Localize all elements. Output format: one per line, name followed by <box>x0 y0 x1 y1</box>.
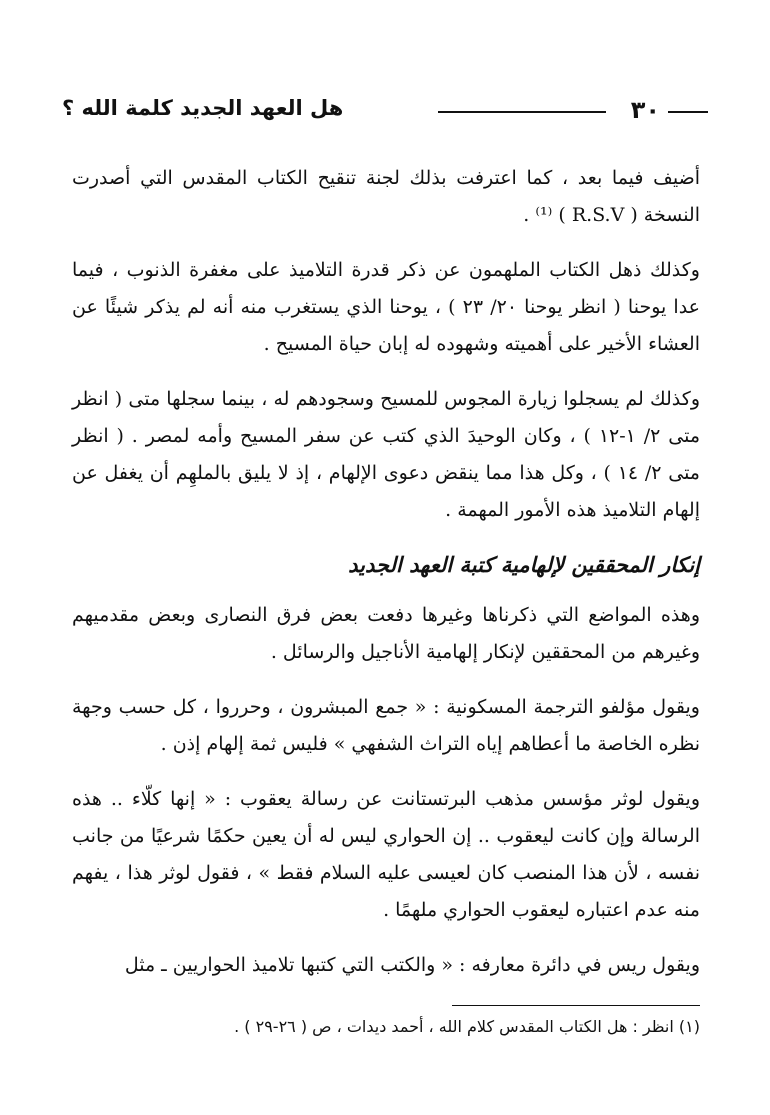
running-header <box>62 96 708 130</box>
paragraph: وكذلك لم يسجلوا زيارة المجوس للمسيح وسجودهم له ، بينما سجلها متى ( انظر متى ٢/ ١-١٢ ) ، وكان الوحيدَ الذي كتب عن سفر المسيح وأمه لمصر . ( انظر متى ٢/ ١٤ ) ، وكل هذا مما ينقض دعوى الإلهام ، إذ لا يليق بالملهِم أن يغفل عن إلهام التلاميذ هذه الأمور المهمة . <box>72 388 700 521</box>
paragraph: ويقول مؤلفو الترجمة المسكونية : « جمع المبشرون ، وحرروا ، كل حسب وجهة نظره الخاصة ما أعطاهم إياه التراث الشفهي » فليس ثمة إلهام إذن . <box>72 696 700 755</box>
paragraph: أضيف فيما بعد ، كما اعترفت بذلك لجنة تنقيح الكتاب المقدس التي أصدرت النسخة ( R.S.V ) ⁽¹⁾ . <box>72 167 700 226</box>
page-body <box>72 160 700 1002</box>
footnote: (١) انظر : هل الكتاب المقدس كلام الله ، أحمد ديدات ، ص ( ٢٦-٢٩ ) . <box>234 1017 700 1036</box>
section-heading: إنكار المحققين لإلهامية كتبة العهد الجديد <box>348 553 700 577</box>
running-title: هل العهد الجديد كلمة الله ؟ <box>62 96 344 120</box>
page-number: ٣٠ <box>630 96 660 124</box>
paragraph: ويقول لوثر مؤسس مذهب البرتستانت عن رسالة يعقوب : « إنها كلّاء .. هذه الرسالة وإن كانت ليعقوب .. إن الحواري ليس له أن يعين حكمًا شرعيًا من جانب نفسه ، لأن هذا المنصب كان لعيسى عليه السلام فقط » ، فقول لوثر هذا ، يفهم منه عدم اعتباره ليعقوب الحواري ملهمًا . <box>72 788 700 921</box>
paragraph: وهذه المواضع التي ذكرناها وغيرها دفعت بعض فرق النصارى وبعض مقدميهم وغيرهم من المحققين لإنكار إلهامية الأناجيل والرسائل . <box>72 604 700 663</box>
paragraph: وكذلك ذهل الكتاب الملهمون عن ذكر قدرة التلاميذ على مغفرة الذنوب ، فيما عدا يوحنا ( انظر يوحنا ٢٠/ ٢٣ ) ، يوحنا الذي يستغرب منه أنه لم يذكر شيئًا عن العشاء الأخير على أهميته وشهوده له إبان حياة المسيح . <box>72 259 701 355</box>
footnote-separator <box>452 1005 700 1006</box>
header-rule-middle <box>438 111 606 113</box>
header-rule-right <box>668 111 708 113</box>
paragraph: ويقول ريس في دائرة معارفه : « والكتب التي كتبها تلاميذ الحواريين ـ مثل <box>124 954 700 976</box>
